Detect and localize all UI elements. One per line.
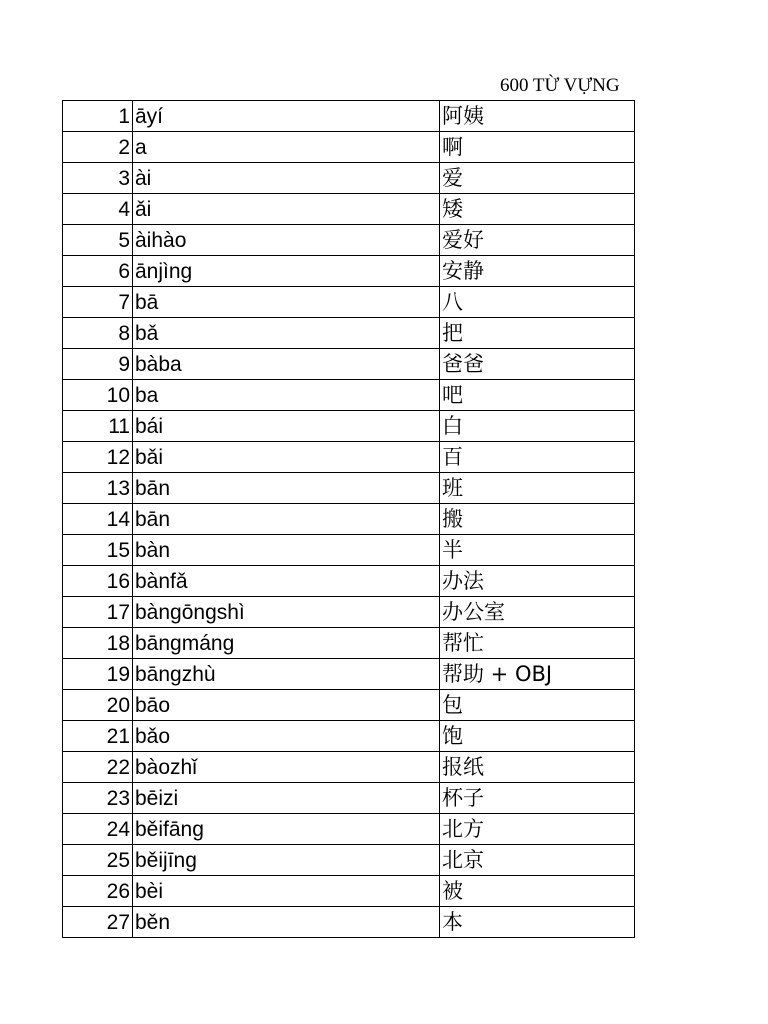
page-title: 600 TỪ VỰNG	[500, 75, 620, 96]
row-number-cell: 27	[63, 907, 133, 938]
hanzi-cell: 半	[440, 535, 635, 566]
table-row	[63, 535, 635, 566]
hanzi-cell: 百	[440, 442, 635, 473]
hanzi-cell: 帮助 + OBJ	[440, 659, 635, 690]
hanzi-cell: 饱	[440, 721, 635, 752]
table-row	[63, 349, 635, 380]
table-row	[63, 597, 635, 628]
pinyin-cell: bèi	[133, 876, 440, 907]
hanzi-cell: 班	[440, 473, 635, 504]
row-number-cell: 26	[63, 876, 133, 907]
row-number-cell: 6	[63, 256, 133, 287]
row-number-cell: 1	[63, 101, 133, 132]
table-row	[63, 194, 635, 225]
row-number-cell: 11	[63, 411, 133, 442]
row-number-cell: 3	[63, 163, 133, 194]
row-number-cell: 21	[63, 721, 133, 752]
row-number-cell: 8	[63, 318, 133, 349]
table-row	[63, 256, 635, 287]
table-row	[63, 783, 635, 814]
pinyin-cell: ài	[133, 163, 440, 194]
hanzi-cell: 阿姨	[440, 101, 635, 132]
pinyin-cell: bā	[133, 287, 440, 318]
hanzi-cell: 爱好	[440, 225, 635, 256]
hanzi-cell: 办公室	[440, 597, 635, 628]
hanzi-cell: 矮	[440, 194, 635, 225]
pinyin-cell: ǎi	[133, 194, 440, 225]
row-number-cell: 9	[63, 349, 133, 380]
row-number-cell: 5	[63, 225, 133, 256]
row-number-cell: 15	[63, 535, 133, 566]
pinyin-cell: běifāng	[133, 814, 440, 845]
pinyin-cell: bāngzhù	[133, 659, 440, 690]
table-row	[63, 442, 635, 473]
table-row	[63, 163, 635, 194]
table-row	[63, 225, 635, 256]
vocabulary-table-body	[63, 101, 635, 938]
pinyin-cell: bān	[133, 473, 440, 504]
hanzi-cell: 北方	[440, 814, 635, 845]
row-number-cell: 17	[63, 597, 133, 628]
hanzi-cell: 北京	[440, 845, 635, 876]
table-row	[63, 628, 635, 659]
table-row	[63, 876, 635, 907]
table-row	[63, 473, 635, 504]
pinyin-cell: bǎ	[133, 318, 440, 349]
table-row	[63, 411, 635, 442]
pinyin-cell: àihào	[133, 225, 440, 256]
table-row	[63, 907, 635, 938]
row-number-cell: 4	[63, 194, 133, 225]
row-number-cell: 23	[63, 783, 133, 814]
pinyin-cell: bēizi	[133, 783, 440, 814]
row-number-cell: 24	[63, 814, 133, 845]
hanzi-cell: 把	[440, 318, 635, 349]
table-row	[63, 566, 635, 597]
pinyin-cell: bàngōngshì	[133, 597, 440, 628]
row-number-cell: 22	[63, 752, 133, 783]
pinyin-cell: bǎo	[133, 721, 440, 752]
table-row	[63, 814, 635, 845]
hanzi-cell: 包	[440, 690, 635, 721]
hanzi-cell: 本	[440, 907, 635, 938]
table-row	[63, 318, 635, 349]
hanzi-cell: 帮忙	[440, 628, 635, 659]
hanzi-cell: 白	[440, 411, 635, 442]
pinyin-cell: ba	[133, 380, 440, 411]
hanzi-cell: 八	[440, 287, 635, 318]
hanzi-cell: 报纸	[440, 752, 635, 783]
pinyin-cell: bái	[133, 411, 440, 442]
table-row	[63, 287, 635, 318]
row-number-cell: 20	[63, 690, 133, 721]
row-number-cell: 7	[63, 287, 133, 318]
pinyin-cell: běijīng	[133, 845, 440, 876]
row-number-cell: 19	[63, 659, 133, 690]
table-row	[63, 380, 635, 411]
vocabulary-table	[62, 100, 635, 938]
row-number-cell: 16	[63, 566, 133, 597]
table-row	[63, 659, 635, 690]
pinyin-cell: bǎi	[133, 442, 440, 473]
pinyin-cell: bàba	[133, 349, 440, 380]
hanzi-cell: 安静	[440, 256, 635, 287]
hanzi-cell: 啊	[440, 132, 635, 163]
hanzi-cell: 吧	[440, 380, 635, 411]
row-number-cell: 12	[63, 442, 133, 473]
hanzi-cell: 搬	[440, 504, 635, 535]
hanzi-cell: 被	[440, 876, 635, 907]
pinyin-cell: bàn	[133, 535, 440, 566]
table-row	[63, 132, 635, 163]
row-number-cell: 14	[63, 504, 133, 535]
table-row	[63, 101, 635, 132]
table-row	[63, 752, 635, 783]
pinyin-cell: ānjìng	[133, 256, 440, 287]
hanzi-cell: 杯子	[440, 783, 635, 814]
pinyin-cell: a	[133, 132, 440, 163]
pinyin-cell: bàozhǐ	[133, 752, 440, 783]
hanzi-cell: 爸爸	[440, 349, 635, 380]
row-number-cell: 25	[63, 845, 133, 876]
row-number-cell: 13	[63, 473, 133, 504]
pinyin-cell: běn	[133, 907, 440, 938]
table-row	[63, 690, 635, 721]
row-number-cell: 10	[63, 380, 133, 411]
hanzi-cell: 爱	[440, 163, 635, 194]
row-number-cell: 18	[63, 628, 133, 659]
table-row	[63, 721, 635, 752]
pinyin-cell: bāngmáng	[133, 628, 440, 659]
table-row	[63, 845, 635, 876]
row-number-cell: 2	[63, 132, 133, 163]
pinyin-cell: āyí	[133, 101, 440, 132]
pinyin-cell: bān	[133, 504, 440, 535]
pinyin-cell: bànfǎ	[133, 566, 440, 597]
pinyin-cell: bāo	[133, 690, 440, 721]
hanzi-cell: 办法	[440, 566, 635, 597]
table-row	[63, 504, 635, 535]
